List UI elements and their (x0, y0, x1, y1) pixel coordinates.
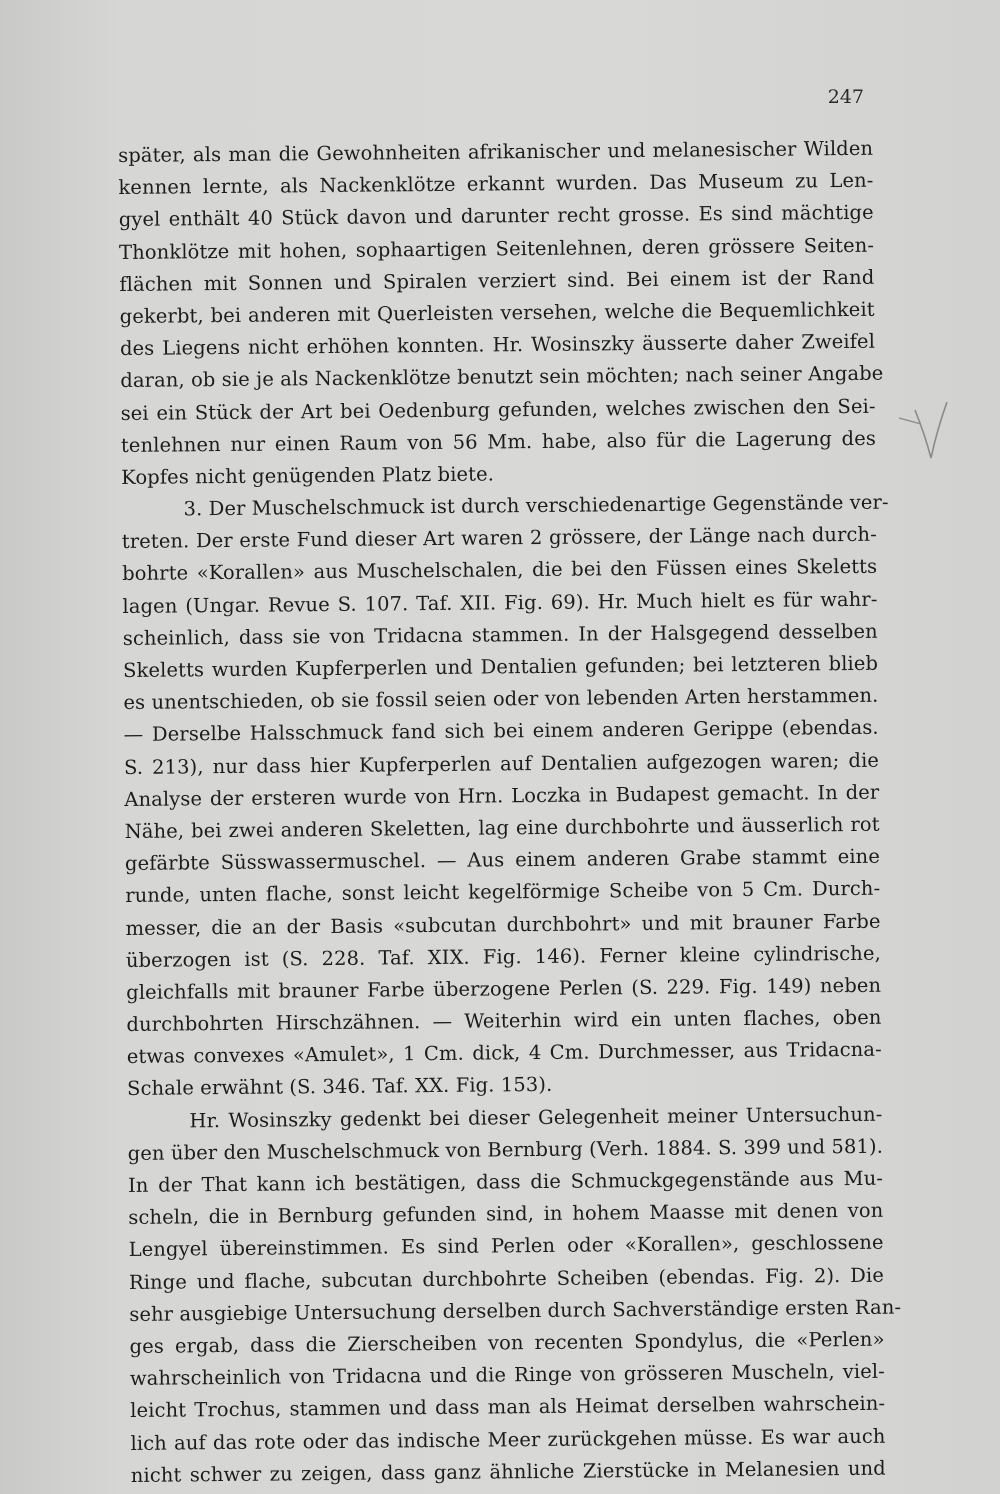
paragraph-start-line: Hr. Wosinszky gedenkt bei dieser Gelegenheit meiner Untersuchun- (189, 1102, 883, 1132)
text-line: messer, die an der Basis «subcutan durchbohrt» und mit brauner Farbe (125, 909, 881, 940)
text-line: lich auf das rote oder das indische Meer zurückgehen müsse. Es war auch (130, 1424, 886, 1455)
text-line: bohrte «Korallen» aus Muschelschalen, die bei den Füssen eines Skeletts (122, 555, 878, 586)
text-line: kennen lernte, als Nackenklötze erkannt wurden. Das Museum zu Len- (118, 168, 874, 200)
text-line: tenlehnen nur einen Raum von 56 Mm. habe, also für die Lagerung des (120, 426, 877, 457)
text-line: gefärbte Süsswassermuschel. — Aus einem anderen Grabe stammt eine (124, 844, 881, 876)
text-line: Schale erwähnt (S. 346. Taf. XX. Fig. 153). (126, 1073, 553, 1101)
text-line: — Derselbe Halsschmuck fand sich bei einem anderen Gerippe (ebendas. (123, 716, 879, 747)
text-line: Skeletts wurden Kupferperlen und Dentalien gefunden; bei letzteren blieb (122, 651, 879, 682)
text-line: Ringe und flache, subcutan durchbohrte Scheiben (ebendas. Fig. 2). Die (128, 1263, 885, 1294)
text-line: wahrscheinlich von Tridacna und die Ringe von grösseren Muscheln, viel- (129, 1359, 885, 1391)
text-line: ges ergab, dass die Zierscheiben von recenten Spondylus, die «Perlen» (129, 1327, 885, 1358)
pencil-mark-icon (895, 380, 955, 470)
text-line: nicht schwer zu zeigen, dass ganz ähnliche Zierstücke in Melanesien und (130, 1456, 886, 1487)
text-line: gleichfalls mit brauner Farbe überzogene Perlen (S. 229. Fig. 149) neben (126, 973, 882, 1004)
text-line: durchbohrten Hirschzähnen. — Weiterhin wird ein unten flaches, oben (126, 1005, 882, 1037)
paragraph-start-line: 3. Der Muschelschmuck ist durch verschiedenartige Gegenstände ver- (183, 490, 889, 521)
text-line: des Liegens nicht erhöhen konnten. Hr. Wosinszky äusserte daher Zweifel (119, 329, 876, 361)
text-line: runde, unten flache, sonst leicht kegelförmige Scheibe von 5 Cm. Durch- (125, 877, 881, 908)
text-line: überzogen ist (S. 228. Taf. XIX. Fig. 146). Ferner kleine cylindrische, (125, 941, 881, 972)
text-line: es unentschieden, ob sie fossil seien oder von lebenden Arten herstammen. (123, 683, 879, 715)
text-line: später, als man die Gewohnheiten afrikanischer und melanesischer Wilden (118, 136, 874, 167)
text-line: Kopfes nicht genügenden Platz biete. (121, 462, 495, 489)
text-line: scheln, die in Bernburg gefunden sind, in hohem Maasse mit denen von (128, 1198, 884, 1230)
text-line: sei ein Stück der Art bei Oedenburg gefunden, welches zwischen den Sei- (120, 394, 876, 425)
text-line: scheinlich, dass sie von Tridacna stammen. In der Halsgegend desselben (122, 619, 878, 650)
text-line: gyel enthält 40 Stück davon und darunter recht grosse. Es sind mächtige (118, 201, 874, 232)
text-line: In der That kann ich bestätigen, dass die Schmuckgegenstände aus Mu- (127, 1166, 884, 1197)
text-line: etwas convexes «Amulet», 1 Cm. dick, 4 Cm. Durchmesser, aus Tridacna- (126, 1037, 882, 1069)
text-line: S. 213), nur dass hier Kupferperlen auf Dentalien aufgezogen waren; die (123, 748, 880, 779)
text-line: treten. Der erste Fund dieser Art waren 2 grössere, der Länge nach durch- (121, 522, 877, 554)
page-number: 247 (827, 86, 864, 108)
text-line: lagen (Ungar. Revue S. 107. Taf. XII. Fig. 69). Hr. Much hielt es für wahr- (122, 587, 878, 618)
text-line: Nähe, bei zwei anderen Skeletten, lag eine durchbohrte und äusserlich rot (124, 812, 880, 843)
text-line: flächen mit Sonnen und Spiralen verziert sind. Bei einem ist der Rand (119, 265, 875, 296)
text-line: leicht Trochus, stammen und dass man als Heimat derselben wahrschein- (130, 1392, 886, 1423)
text-line: gen über den Muschelschmuck von Bernburg (Verh. 1884. S. 399 und 581). (127, 1134, 884, 1165)
text-line: Thonklötze mit hohen, sophaartigen Seitenlehnen, deren grössere Seiten- (118, 233, 875, 264)
text-line: daran, ob sie je als Nackenklötze benutzt sein möchten; nach seiner Angabe (120, 361, 884, 393)
text-line: Lengyel übereinstimmen. Es sind Perlen oder «Korallen», geschlossene (128, 1231, 884, 1262)
text-line: gekerbt, bei anderen mit Querleisten versehen, welche die Bequemlichkeit (119, 297, 875, 328)
text-line: Analyse der ersteren wurde von Hrn. Loczka in Budapest gemacht. In der (124, 780, 880, 811)
text-line: sehr ausgiebige Untersuchung derselben durch Sachverständige ersten Ran- (129, 1295, 902, 1326)
body-text (118, 133, 902, 1492)
